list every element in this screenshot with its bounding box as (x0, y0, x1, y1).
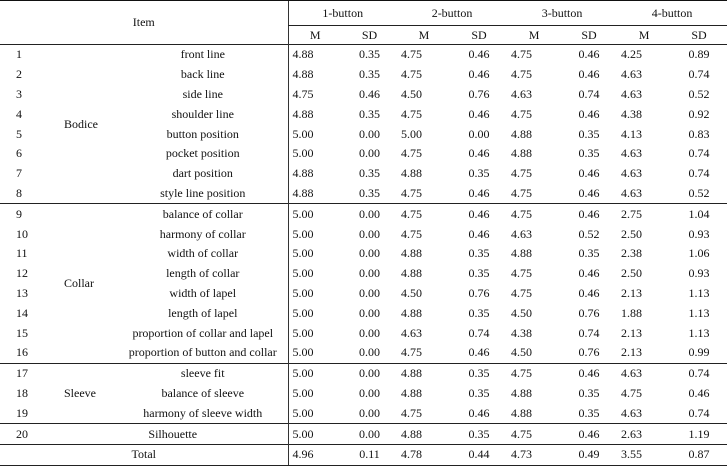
row-number: 19 (16, 405, 28, 420)
row-number: 9 (0, 204, 58, 224)
mean-value: 2.38 (621, 246, 643, 261)
mean-value: 5.00 (288, 323, 342, 343)
sd-value: 0.35 (359, 166, 380, 181)
mean-value: 4.75 (507, 204, 561, 224)
sd-value: 0.00 (468, 126, 490, 141)
sd-value: 0.46 (468, 345, 490, 360)
mean-value: 5.00 (288, 403, 342, 423)
mean-value: 4.75 (401, 345, 423, 360)
mean-value: 4.75 (401, 67, 423, 82)
sd-value: 0.35 (468, 385, 490, 400)
sd-value: 0.46 (468, 226, 490, 241)
sd-value: 0.74 (688, 67, 710, 82)
mean-value: 2.50 (621, 266, 643, 281)
sd-value: 0.46 (578, 285, 600, 300)
header-4-button: 4-button (617, 1, 727, 26)
row-number: 14 (16, 305, 28, 320)
sd-value: 0.74 (688, 166, 710, 181)
mean-value: 4.88 (511, 146, 533, 161)
header-sd: SD (361, 27, 378, 42)
row-number: 17 (0, 363, 58, 383)
mean-value: 4.88 (511, 246, 533, 261)
sd-value: 0.00 (359, 146, 380, 161)
mean-value: 4.88 (511, 385, 533, 400)
mean-value: 4.63 (621, 146, 643, 161)
sd-value: 0.35 (578, 246, 600, 261)
row-number: 1 (0, 45, 58, 65)
mean-value: 4.13 (621, 126, 643, 141)
sd-value: 0.46 (688, 385, 710, 400)
sd-value: 0.46 (468, 405, 490, 420)
item-label: shoulder line (171, 106, 234, 121)
sd-value: 0.00 (342, 363, 397, 383)
header-m: M (418, 27, 430, 42)
mean-value: 4.75 (401, 185, 423, 200)
mean-value: 4.75 (397, 204, 451, 224)
mean-value: 4.78 (397, 444, 451, 465)
mean-value: 4.75 (288, 85, 342, 105)
sd-value: 1.19 (671, 424, 727, 445)
sd-value: 0.11 (342, 444, 397, 465)
sd-value: 0.00 (359, 385, 380, 400)
mean-value: 5.00 (288, 264, 342, 284)
mean-value: 4.25 (617, 45, 671, 65)
item-label: length of collar (166, 266, 240, 281)
sd-value: 0.00 (359, 305, 380, 320)
mean-value: 5.00 (288, 284, 342, 304)
sd-value: 0.46 (578, 106, 600, 121)
mean-value: 4.88 (511, 405, 533, 420)
sd-value: 0.46 (578, 67, 600, 82)
sd-value: 0.87 (671, 444, 727, 465)
item-label: pocket position (165, 146, 240, 161)
sd-value: 0.46 (468, 146, 490, 161)
mean-value: 2.13 (621, 345, 643, 360)
mean-value: 4.63 (401, 325, 423, 340)
sd-value: 0.74 (468, 325, 490, 340)
mean-value: 5.00 (288, 144, 342, 164)
mean-value: 4.88 (397, 363, 451, 383)
sd-value: 0.00 (359, 246, 380, 261)
sd-value: 0.74 (578, 325, 600, 340)
mean-value: 4.63 (511, 86, 533, 101)
mean-value: 4.75 (511, 285, 533, 300)
group-label-sleeve: Sleeve (58, 363, 118, 423)
mean-value: 4.38 (621, 106, 643, 121)
sd-value: 0.35 (578, 126, 600, 141)
sd-value: 0.35 (578, 146, 600, 161)
sd-value: 0.74 (688, 405, 710, 420)
sd-value: 0.52 (688, 86, 710, 101)
sd-value: 0.74 (688, 146, 710, 161)
mean-value: 4.88 (288, 45, 342, 65)
sd-value: 0.46 (468, 185, 490, 200)
mean-value: 5.00 (288, 204, 342, 224)
sd-value: 0.49 (561, 444, 617, 465)
sd-value: 0.46 (451, 45, 507, 65)
item-label: harmony of collar (159, 226, 246, 241)
sd-value: 1.13 (688, 305, 710, 320)
sd-value: 0.76 (578, 305, 600, 320)
mean-value: 3.55 (617, 444, 671, 465)
mean-value: 5.00 (288, 363, 342, 383)
mean-value: 4.88 (288, 184, 342, 204)
mean-value: 4.88 (288, 65, 342, 85)
sd-value: 0.46 (578, 185, 600, 200)
mean-value: 2.75 (617, 204, 671, 224)
sd-value: 0.35 (451, 363, 507, 383)
group-label-collar: Collar (58, 204, 118, 363)
header-item: Item (0, 1, 288, 45)
header-sd: SD (471, 27, 487, 42)
row-number: 18 (16, 385, 28, 400)
sd-value: 0.46 (561, 45, 617, 65)
mean-value: 4.88 (401, 266, 423, 281)
item-label: dart position (172, 166, 233, 181)
item-label: width of collar (167, 246, 239, 261)
mean-value: 5.00 (288, 244, 342, 264)
row-number: 16 (16, 345, 28, 360)
row-number: 10 (16, 226, 28, 241)
sd-value: 0.76 (468, 285, 490, 300)
mean-value: 4.63 (621, 185, 643, 200)
mean-value: 4.50 (401, 86, 423, 101)
mean-value: 4.50 (511, 345, 533, 360)
sd-value: 0.93 (688, 266, 710, 281)
row-number: 20 (0, 424, 58, 445)
sd-value: 0.52 (578, 226, 600, 241)
table-body (0, 45, 727, 466)
sd-value: 1.04 (671, 204, 727, 224)
sd-value: 0.35 (359, 185, 380, 200)
mean-value: 5.00 (288, 224, 342, 244)
sd-value: 0.00 (359, 345, 380, 360)
sd-value: 0.00 (359, 285, 380, 300)
sd-value: 0.76 (468, 86, 490, 101)
mean-value: 5.00 (288, 384, 342, 404)
row-number: 7 (16, 166, 22, 181)
header-1-button: 1-button (288, 1, 397, 26)
mean-value: 4.63 (617, 363, 671, 383)
header-m: M (638, 27, 650, 42)
row-number: 6 (16, 146, 22, 161)
row-number: 12 (16, 266, 28, 281)
sd-value: 0.35 (468, 246, 490, 261)
mean-value: 4.63 (621, 67, 643, 82)
sd-value: 0.00 (342, 424, 397, 445)
sd-value: 0.46 (561, 204, 617, 224)
sd-value: 0.46 (561, 363, 617, 383)
sd-value: 0.35 (359, 106, 380, 121)
row-number: 2 (16, 67, 22, 82)
sd-value: 1.13 (688, 285, 710, 300)
mean-value: 4.75 (511, 67, 533, 82)
table-header (0, 1, 727, 45)
mean-value: 4.88 (288, 164, 342, 184)
mean-value: 4.75 (507, 45, 561, 65)
mean-value: 5.00 (288, 343, 342, 363)
table-row-silhouette (0, 424, 727, 445)
header-m: M (288, 26, 342, 45)
item-label: proportion of collar and lapel (132, 325, 274, 340)
sd-value: 0.35 (578, 385, 600, 400)
group-label-bodice: Bodice (58, 45, 118, 204)
mean-value: 4.88 (401, 305, 423, 320)
mean-value: 2.13 (621, 325, 643, 340)
mean-value: 4.63 (621, 86, 643, 101)
table-row (0, 204, 727, 224)
header-2-button: 2-button (397, 1, 507, 26)
item-label: length of lapel (168, 305, 238, 320)
item-label: harmony of sleeve width (143, 405, 263, 420)
sd-value: 0.99 (688, 345, 710, 360)
mean-value: 4.75 (511, 166, 533, 181)
sd-value: 0.35 (451, 424, 507, 445)
row-number: 4 (16, 106, 22, 121)
mean-value: 4.50 (511, 305, 533, 320)
sd-value: 0.46 (578, 266, 600, 281)
sd-value: 1.13 (688, 325, 710, 340)
item-label: sleeve fit (118, 363, 288, 383)
mean-value: 4.88 (288, 104, 342, 124)
sd-value: 0.44 (451, 444, 507, 465)
sd-value: 0.00 (359, 266, 380, 281)
sd-value: 0.74 (671, 363, 727, 383)
mean-value: 4.75 (511, 266, 533, 281)
sd-value: 0.00 (359, 226, 380, 241)
sd-value: 0.35 (468, 266, 490, 281)
table-row (0, 45, 727, 65)
mean-value: 4.88 (401, 166, 423, 181)
table-row-total (0, 444, 727, 465)
mean-value: 4.96 (288, 444, 342, 465)
mean-value: 4.88 (397, 424, 451, 445)
table-row (0, 363, 727, 383)
mean-value: 4.88 (401, 246, 423, 261)
mean-value: 4.75 (621, 385, 643, 400)
item-label: back line (180, 67, 225, 82)
sd-value: 0.74 (578, 86, 600, 101)
sd-value: 0.92 (688, 106, 710, 121)
mean-value: 4.88 (511, 126, 533, 141)
sd-value: 0.00 (342, 204, 397, 224)
row-number: 13 (16, 285, 28, 300)
mean-value: 4.88 (401, 385, 423, 400)
mean-value: 4.63 (621, 166, 643, 181)
total-label: Total (0, 444, 288, 465)
sd-value: 0.46 (451, 204, 507, 224)
sd-value: 0.46 (578, 166, 600, 181)
mean-value: 4.75 (507, 424, 561, 445)
sd-value: 0.89 (671, 45, 727, 65)
sd-value: 0.76 (578, 345, 600, 360)
mean-value: 4.75 (401, 146, 423, 161)
mean-value: 4.75 (511, 106, 533, 121)
mean-value: 4.73 (507, 444, 561, 465)
sd-value: 0.46 (468, 106, 490, 121)
row-number: 15 (16, 325, 28, 340)
sd-value: 0.35 (359, 67, 380, 82)
sd-value: 0.93 (688, 226, 710, 241)
header-sd: SD (691, 27, 707, 42)
mean-value: 4.75 (401, 226, 423, 241)
item-label: front line (118, 45, 288, 65)
mean-value: 2.13 (621, 285, 643, 300)
mean-value: 4.50 (401, 285, 423, 300)
mean-value: 5.00 (288, 424, 342, 445)
row-number: 5 (16, 126, 22, 141)
header-m: M (528, 27, 540, 42)
sd-value: 0.35 (468, 305, 490, 320)
row-number: 3 (16, 86, 22, 101)
sd-value: 1.06 (688, 246, 710, 261)
item-label: balance of collar (118, 204, 288, 224)
mean-value: 5.00 (401, 126, 423, 141)
item-label: side line (182, 86, 223, 101)
sd-value: 0.46 (468, 67, 490, 82)
mean-value: 4.63 (511, 226, 533, 241)
sd-value: 0.35 (468, 166, 490, 181)
item-label: proportion of button and collar (128, 345, 277, 360)
mean-value: 4.75 (511, 185, 533, 200)
item-label: button position (166, 126, 239, 141)
item-label: width of lapel (169, 285, 237, 300)
row-number: 11 (16, 246, 28, 261)
sd-value: 0.46 (359, 86, 380, 101)
sd-value: 0.00 (359, 325, 380, 340)
sd-value: 0.46 (561, 424, 617, 445)
mean-value: 4.75 (401, 106, 423, 121)
mean-value: 2.50 (621, 226, 643, 241)
item-label: style line position (160, 185, 246, 200)
header-3-button: 3-button (507, 1, 617, 26)
mean-value: 1.88 (621, 305, 643, 320)
row-number: 8 (16, 185, 22, 200)
sd-value: 0.35 (578, 405, 600, 420)
sd-value: 0.00 (359, 126, 380, 141)
header-sd: SD (581, 27, 597, 42)
mean-value: 4.38 (511, 325, 533, 340)
sd-value: 0.35 (342, 45, 397, 65)
mean-value: 4.75 (401, 405, 423, 420)
mean-value: 5.00 (288, 303, 342, 323)
sd-value: 0.52 (688, 185, 710, 200)
mean-value: 4.63 (621, 405, 643, 420)
sd-value: 0.00 (359, 405, 380, 420)
mean-value: 4.75 (507, 363, 561, 383)
silhouette-label: Silhouette (58, 424, 288, 445)
item-label: balance of sleeve (161, 385, 245, 400)
mean-value: 4.75 (397, 45, 451, 65)
sd-value: 0.83 (688, 126, 710, 141)
mean-value: 2.63 (617, 424, 671, 445)
mean-value: 5.00 (288, 124, 342, 144)
